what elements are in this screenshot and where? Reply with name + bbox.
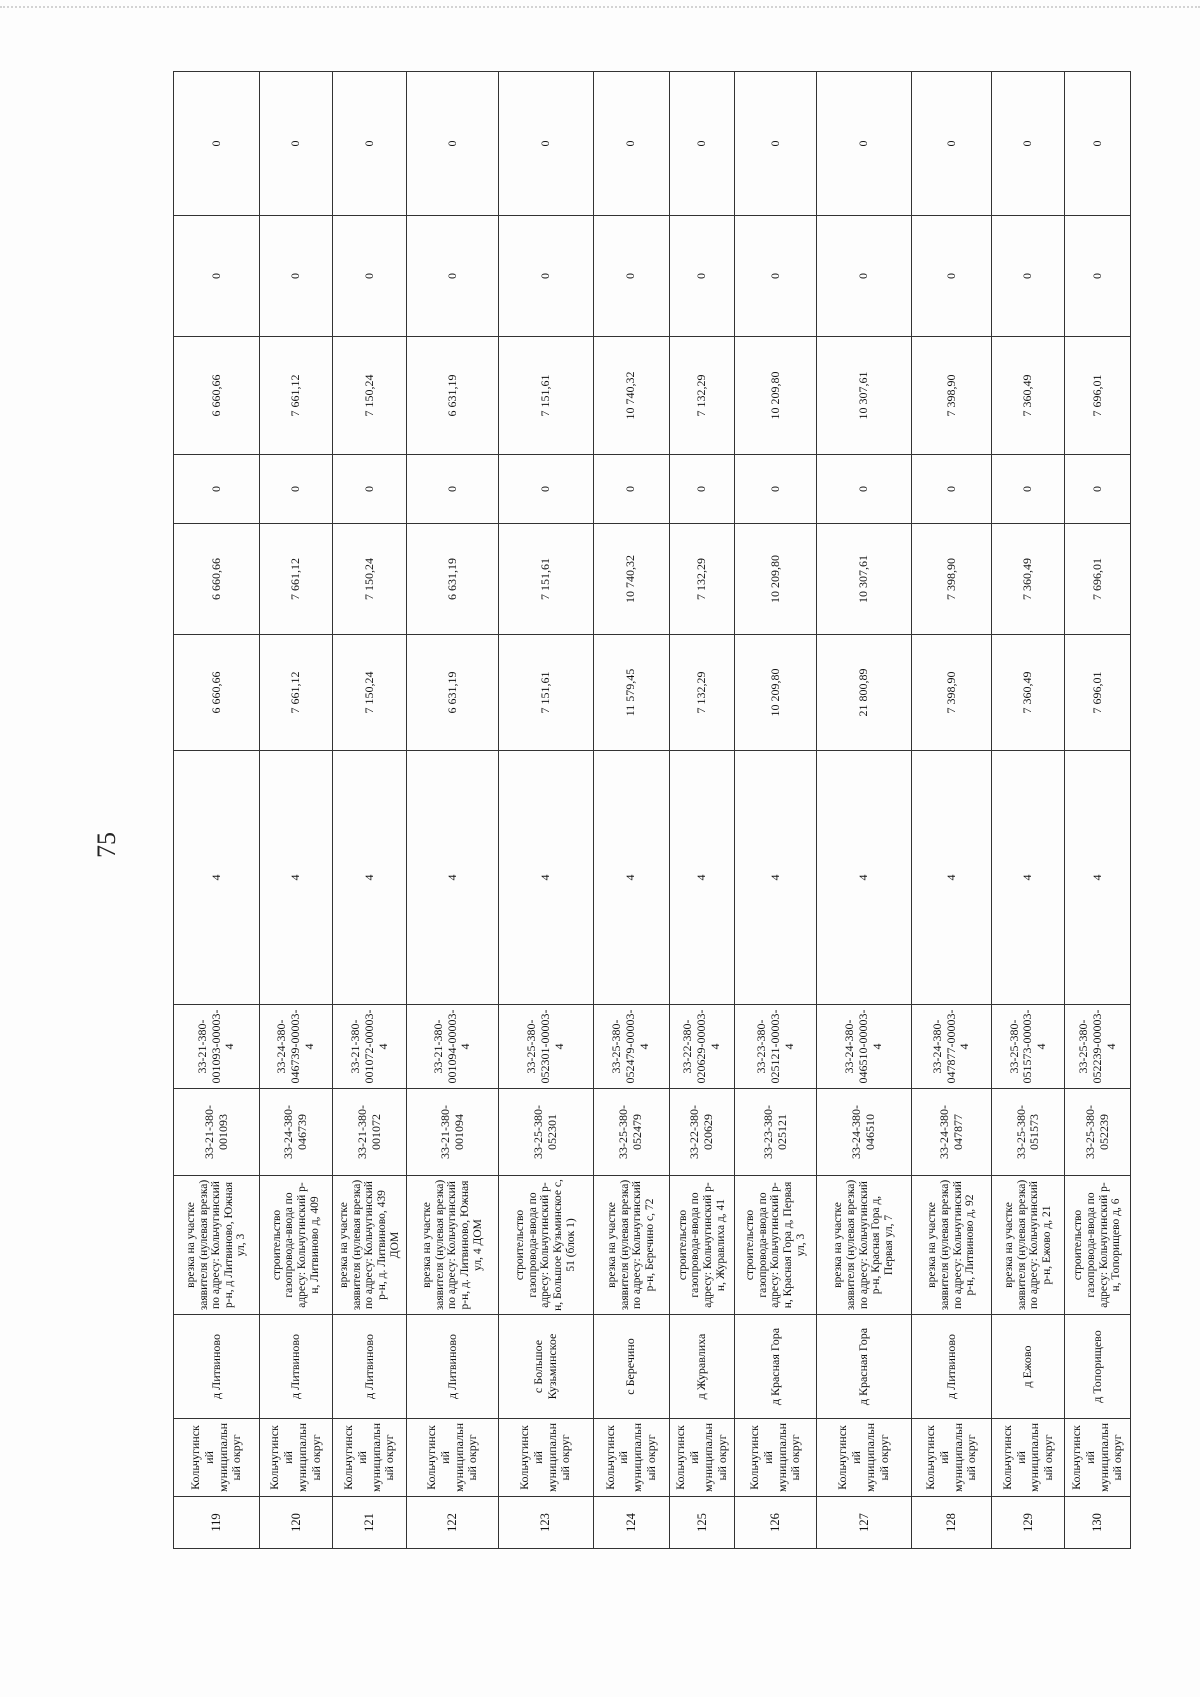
amount1-cell: 11 579,45 — [593, 635, 669, 751]
settlement-cell: д Литвиново — [260, 1315, 333, 1419]
amount1-cell: 7 150,24 — [333, 635, 407, 751]
amount3-cell: 0 — [1065, 455, 1131, 524]
code2-cell: 33-21-380-001094-00003-4 — [407, 1005, 498, 1089]
code2-cell: 33-24-380-046510-00003-4 — [817, 1005, 912, 1089]
amount4-cell: 7 696,01 — [1065, 337, 1131, 455]
amount5-cell: 0 — [1065, 216, 1131, 337]
amount6-cell: 0 — [174, 72, 260, 216]
code2-cell: 33-25-380-052239-00003-4 — [1065, 1005, 1131, 1089]
settlement-cell: д Топорищево — [1065, 1315, 1131, 1419]
code1-cell: 33-25-380-052239 — [1065, 1089, 1131, 1176]
amount1-cell: 10 209,80 — [735, 635, 817, 751]
row-number: 126 — [735, 1497, 817, 1549]
municipality-cell: Кольчугинский муниципальный округ — [735, 1419, 817, 1497]
amount2-cell: 7 696,01 — [1065, 524, 1131, 635]
description-cell: врезка на участке заявителя (нулевая врезка) по адресу: Кольчугинский р-н, д Литвиново, Южная ул, 3 — [174, 1176, 260, 1315]
row-number: 125 — [669, 1497, 735, 1549]
amount2-cell: 7 150,24 — [333, 524, 407, 635]
code1-cell: 33-21-380-001093 — [174, 1089, 260, 1176]
category-cell: 4 — [498, 751, 593, 1005]
amount1-cell: 7 132,29 — [669, 635, 735, 751]
amount3-cell: 0 — [498, 455, 593, 524]
row-number: 120 — [260, 1497, 333, 1549]
amount3-cell: 0 — [817, 455, 912, 524]
category-cell: 4 — [174, 751, 260, 1005]
municipality-cell: Кольчугинский муниципальный округ — [817, 1419, 912, 1497]
amount3-cell: 0 — [407, 455, 498, 524]
settlement-cell: д Красная Гора — [817, 1315, 912, 1419]
amount6-cell: 0 — [407, 72, 498, 216]
table-row — [174, 72, 260, 1549]
code1-cell: 33-24-380-046510 — [817, 1089, 912, 1176]
amount1-cell: 6 660,66 — [174, 635, 260, 751]
category-cell: 4 — [992, 751, 1065, 1005]
amount4-cell: 10 307,61 — [817, 337, 912, 455]
amount3-cell: 0 — [992, 455, 1065, 524]
table-row — [333, 72, 407, 1549]
category-cell: 4 — [260, 751, 333, 1005]
amount4-cell: 10 740,32 — [593, 337, 669, 455]
code2-cell: 33-21-380-001093-00003-4 — [174, 1005, 260, 1089]
category-cell: 4 — [911, 751, 992, 1005]
amount2-cell: 10 740,32 — [593, 524, 669, 635]
row-number: 130 — [1065, 1497, 1131, 1549]
amount6-cell: 0 — [1065, 72, 1131, 216]
row-number: 129 — [992, 1497, 1065, 1549]
amount2-cell: 10 307,61 — [817, 524, 912, 635]
municipality-cell: Кольчугинский муниципальный округ — [911, 1419, 992, 1497]
table-row — [669, 72, 735, 1549]
settlement-cell: д Ежово — [992, 1315, 1065, 1419]
amount3-cell: 0 — [593, 455, 669, 524]
amount1-cell: 7 661,12 — [260, 635, 333, 751]
code2-cell: 33-21-380-001072-00003-4 — [333, 1005, 407, 1089]
row-number: 119 — [174, 1497, 260, 1549]
category-cell: 4 — [407, 751, 498, 1005]
row-number: 128 — [911, 1497, 992, 1549]
code2-cell: 33-24-380-047877-00003-4 — [911, 1005, 992, 1089]
amount1-cell: 7 696,01 — [1065, 635, 1131, 751]
amount6-cell: 0 — [593, 72, 669, 216]
amount6-cell: 0 — [911, 72, 992, 216]
amount3-cell: 0 — [669, 455, 735, 524]
table-row — [992, 72, 1065, 1549]
category-cell: 4 — [593, 751, 669, 1005]
amount1-cell: 6 631,19 — [407, 635, 498, 751]
description-cell: врезка на участке заявителя (нулевая врезка) по адресу: Кольчугинский р-н, Красная Гора д, Первая ул, 7 — [817, 1176, 912, 1315]
settlement-cell: с Беречино — [593, 1315, 669, 1419]
amount4-cell: 7 132,29 — [669, 337, 735, 455]
category-cell: 4 — [333, 751, 407, 1005]
settlement-cell: д Журавлиха — [669, 1315, 735, 1419]
amount4-cell: 7 150,24 — [333, 337, 407, 455]
amount5-cell: 0 — [992, 216, 1065, 337]
municipality-cell: Кольчугинский муниципальный округ — [593, 1419, 669, 1497]
amount1-cell: 7 151,61 — [498, 635, 593, 751]
amount5-cell: 0 — [817, 216, 912, 337]
amount5-cell: 0 — [498, 216, 593, 337]
amount3-cell: 0 — [260, 455, 333, 524]
page-number: 75 — [92, 832, 121, 858]
code2-cell: 33-23-380-025121-00003-4 — [735, 1005, 817, 1089]
amount2-cell: 6 660,66 — [174, 524, 260, 635]
scan-edge-artifact — [0, 6, 1200, 18]
settlement-cell: д Литвиново — [333, 1315, 407, 1419]
code2-cell: 33-24-380-046739-00003-4 — [260, 1005, 333, 1089]
amount3-cell: 0 — [174, 455, 260, 524]
code1-cell: 33-21-380-001072 — [333, 1089, 407, 1176]
amount4-cell: 6 631,19 — [407, 337, 498, 455]
table-row — [1065, 72, 1131, 1549]
description-cell: врезка на участке заявителя (нулевая врезка) по адресу: Кольчугинский р-н, д. Литвиново, Южная ул, 4 ДОМ — [407, 1176, 498, 1315]
category-cell: 4 — [669, 751, 735, 1005]
table-row — [593, 72, 669, 1549]
amount1-cell: 7 398,90 — [911, 635, 992, 751]
row-number: 124 — [593, 1497, 669, 1549]
amount2-cell: 7 151,61 — [498, 524, 593, 635]
amount6-cell: 0 — [498, 72, 593, 216]
amount2-cell: 6 631,19 — [407, 524, 498, 635]
amount6-cell: 0 — [333, 72, 407, 216]
amount6-cell: 0 — [735, 72, 817, 216]
amount2-cell: 10 209,80 — [735, 524, 817, 635]
table-row — [911, 72, 992, 1549]
table-row — [817, 72, 912, 1549]
municipality-cell: Кольчугинский муниципальный округ — [992, 1419, 1065, 1497]
code1-cell: 33-21-380-001094 — [407, 1089, 498, 1176]
municipality-cell: Кольчугинский муниципальный округ — [407, 1419, 498, 1497]
row-number: 122 — [407, 1497, 498, 1549]
amount4-cell: 7 360,49 — [992, 337, 1065, 455]
code2-cell: 33-25-380-052479-00003-4 — [593, 1005, 669, 1089]
amount1-cell: 7 360,49 — [992, 635, 1065, 751]
amount4-cell: 7 661,12 — [260, 337, 333, 455]
rotated-table-wrapper — [173, 72, 1131, 1549]
municipality-cell: Кольчугинский муниципальный округ — [333, 1419, 407, 1497]
amount6-cell: 0 — [669, 72, 735, 216]
amount2-cell: 7 360,49 — [992, 524, 1065, 635]
table-row — [498, 72, 593, 1549]
description-cell: врезка на участке заявителя (нулевая врезка) по адресу: Кольчугинский р-н, Литвиново д, 92 — [911, 1176, 992, 1315]
code1-cell: 33-25-380-052479 — [593, 1089, 669, 1176]
municipality-cell: Кольчугинский муниципальный округ — [498, 1419, 593, 1497]
description-cell: врезка на участке заявителя (нулевая врезка) по адресу: Кольчугинский р-н, Ежово д, 21 — [992, 1176, 1065, 1315]
amount4-cell: 6 660,66 — [174, 337, 260, 455]
row-number: 121 — [333, 1497, 407, 1549]
code1-cell: 33-25-380-051573 — [992, 1089, 1065, 1176]
code1-cell: 33-23-380-025121 — [735, 1089, 817, 1176]
code1-cell: 33-24-380-047877 — [911, 1089, 992, 1176]
municipality-cell: Кольчугинский муниципальный округ — [669, 1419, 735, 1497]
amount5-cell: 0 — [735, 216, 817, 337]
amount5-cell: 0 — [407, 216, 498, 337]
amount1-cell: 21 800,89 — [817, 635, 912, 751]
table-row — [735, 72, 817, 1549]
amount2-cell: 7 132,29 — [669, 524, 735, 635]
settlement-cell: д Красная Гора — [735, 1315, 817, 1419]
amount3-cell: 0 — [735, 455, 817, 524]
amount5-cell: 0 — [333, 216, 407, 337]
amount6-cell: 0 — [992, 72, 1065, 216]
amount6-cell: 0 — [817, 72, 912, 216]
settlement-cell: с Большое Кузьминское — [498, 1315, 593, 1419]
amount5-cell: 0 — [911, 216, 992, 337]
amount2-cell: 7 661,12 — [260, 524, 333, 635]
description-cell: строительство газопровода-ввода по адресу: Кольчугинский р-н, Красная Гора д, Первая ул, 3 — [735, 1176, 817, 1315]
code1-cell: 33-24-380-046739 — [260, 1089, 333, 1176]
category-cell: 4 — [1065, 751, 1131, 1005]
description-cell: строительство газопровода-ввода по адресу: Кольчугинский р-н, Топорищево д, 6 — [1065, 1176, 1131, 1315]
amount4-cell: 7 398,90 — [911, 337, 992, 455]
code2-cell: 33-22-380-020629-00003-4 — [669, 1005, 735, 1089]
code2-cell: 33-25-380-051573-00003-4 — [992, 1005, 1065, 1089]
description-cell: врезка на участке заявителя (нулевая врезка) по адресу: Кольчугинский р-н, д. Литвиново, 439 ДОМ — [333, 1176, 407, 1315]
amount5-cell: 0 — [593, 216, 669, 337]
municipality-cell: Кольчугинский муниципальный округ — [260, 1419, 333, 1497]
amount4-cell: 7 151,61 — [498, 337, 593, 455]
description-cell: строительство газопровода-ввода по адресу: Кольчугинский р-н, Большое Кузьминское с, 51 (блок 1) — [498, 1176, 593, 1315]
settlement-cell: д Литвиново — [911, 1315, 992, 1419]
amount5-cell: 0 — [669, 216, 735, 337]
category-cell: 4 — [817, 751, 912, 1005]
municipality-cell: Кольчугинский муниципальный округ — [1065, 1419, 1131, 1497]
amount5-cell: 0 — [260, 216, 333, 337]
amount5-cell: 0 — [174, 216, 260, 337]
amount3-cell: 0 — [333, 455, 407, 524]
description-cell: строительство газопровода-ввода по адресу: Кольчугинский р-н, Журавлиха д, 41 — [669, 1176, 735, 1315]
amount3-cell: 0 — [911, 455, 992, 524]
code1-cell: 33-25-380-052301 — [498, 1089, 593, 1176]
row-number: 127 — [817, 1497, 912, 1549]
amount2-cell: 7 398,90 — [911, 524, 992, 635]
category-cell: 4 — [735, 751, 817, 1005]
description-cell: врезка на участке заявителя (нулевая врезка) по адресу: Кольчугинский р-н, Беречино с, 72 — [593, 1176, 669, 1315]
table-body — [174, 72, 1131, 1549]
table-row — [260, 72, 333, 1549]
settlement-cell: д Литвиново — [174, 1315, 260, 1419]
amount4-cell: 10 209,80 — [735, 337, 817, 455]
description-cell: строительство газопровода-ввода по адресу: Кольчугинский р-н, Литвиново д, 409 — [260, 1176, 333, 1315]
code1-cell: 33-22-380-020629 — [669, 1089, 735, 1176]
row-number: 123 — [498, 1497, 593, 1549]
settlement-cell: д Литвиново — [407, 1315, 498, 1419]
municipality-cell: Кольчугинский муниципальный округ — [174, 1419, 260, 1497]
table-row — [407, 72, 498, 1549]
register-table — [173, 71, 1131, 1549]
code2-cell: 33-25-380-052301-00003-4 — [498, 1005, 593, 1089]
amount6-cell: 0 — [260, 72, 333, 216]
